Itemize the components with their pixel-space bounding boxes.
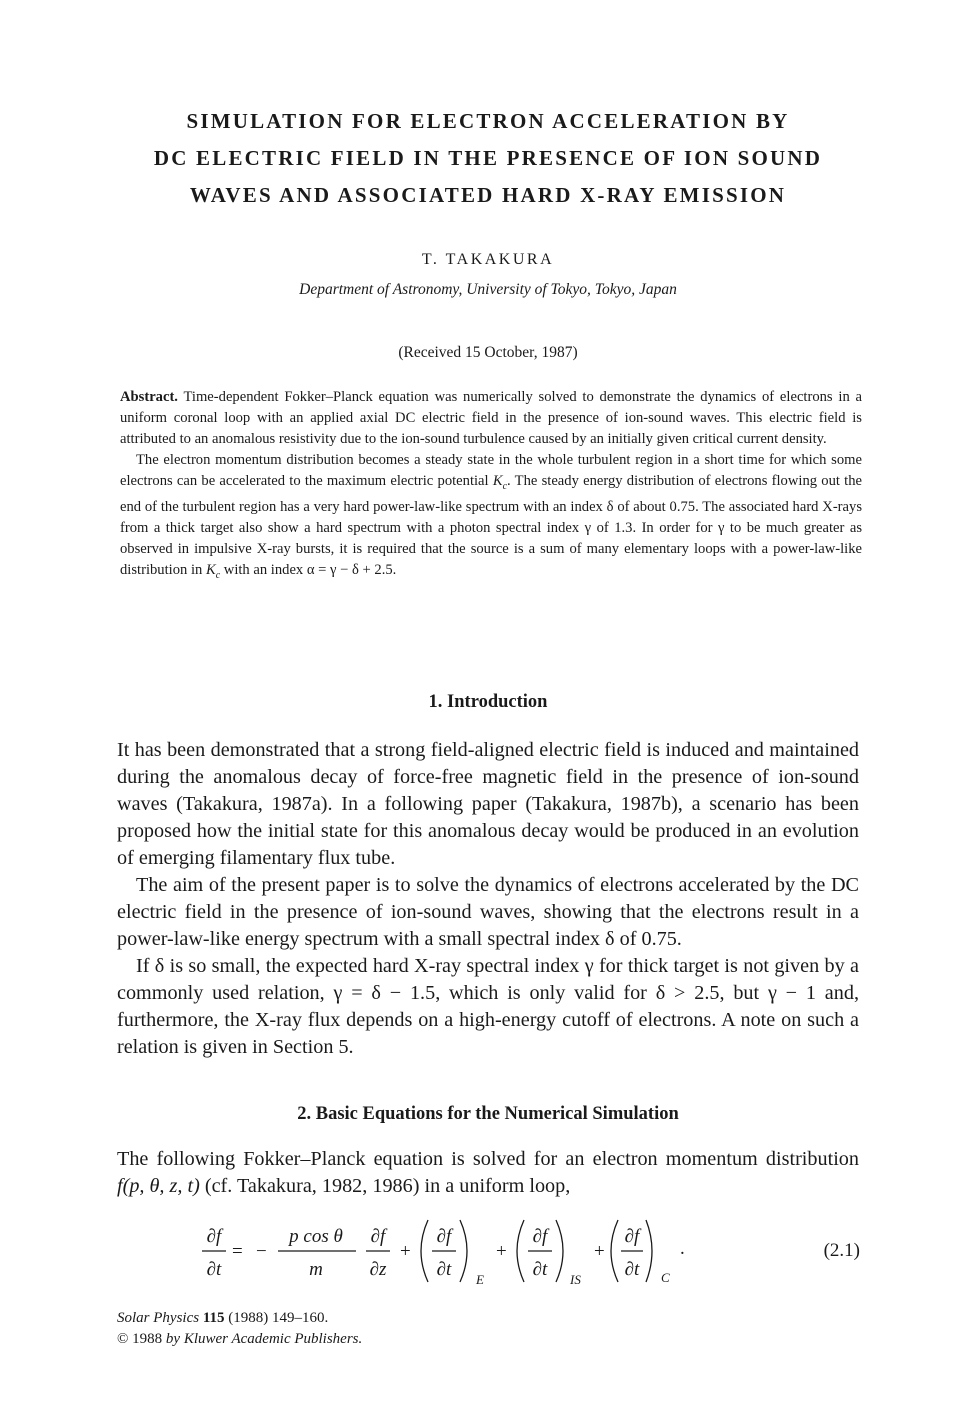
eq-denominator-dz: ∂z [369,1259,387,1280]
abstract-text-2c: with an index α = γ − δ + 2.5. [220,561,397,578]
affiliation: Department of Astronomy, University of Tokyo, Tokyo, Japan [299,281,677,298]
journal-year-pages: (1988) 149–160. [228,1310,329,1326]
abstract-text-2b: . The steady energy distribution of electrons flowing out the end of the turbulent region has a very hard power-law-like spectrum with an index δ of about 0.75. The associated hard X-rays from a thick target also show a hard spectrum with a photon spectral index γ of 1.3. In order for γ to be much greater as observed in impulsive X-ray bursts, it is required that the source is a sum of many elementary loops with a power-law-like distribution in [120,473,862,578]
abstract-text-2a: The electron momentum distribution becomes a steady state in the whole turbulent region in a short time for which some electrons can be accelerated to the maximum electric potential [120,452,862,489]
distribution-function: f(p, θ, z, t) [117,1175,200,1197]
eq-left-paren [421,1220,428,1282]
eq-subscript-is: IS [570,1272,581,1287]
eq-plus: + [496,1241,507,1262]
eq-numerator-df: ∂f [624,1226,640,1247]
title-line-1: SIMULATION FOR ELECTRON ACCELERATION BY [186,109,790,133]
author: T. TAKAKURA [421,251,555,268]
eq-numerator-df: ∂f [206,1226,222,1247]
eq-right-paren [556,1220,563,1282]
title-line-3: WAVES AND ASSOCIATED HARD X-RAY EMISSION [189,183,787,207]
section-heading-basic-equations: 2. Basic Equations for the Numerical Simulation [297,1104,679,1124]
kc-symbol: $K_c$ [205,561,221,581]
abstract-paragraph-1 [120,387,862,450]
journal-volume: 115 [202,1310,225,1326]
eq-plus: + [400,1241,411,1262]
eq-denominator-dt: ∂t [206,1259,222,1280]
basic-equations-body [117,1146,859,1200]
abstract-label: Abstract. [120,389,178,405]
abstract-paragraph-2 [120,450,862,586]
eq-subscript-c: C [661,1270,670,1285]
section-heading-introduction: 1. Introduction [428,692,548,712]
title-line-2: DC ELECTRIC FIELD IN THE PRESENCE OF ION SOUND [153,146,823,170]
kc-symbol: $K_c$ [492,473,508,492]
abstract [120,387,862,586]
intro-paragraph-3: If δ is so small, the expected hard X-ray spectral index γ for thick target is not given by a commonly used relation, γ = δ − 1.5, which is only valid for δ > 2.5, but γ − 1 and, furthermore, the X-ray flux depends on a high-energy cutoff of electrons. A note on such a relation is given in Section 5. [117,955,859,1058]
eq-coefficient-denominator: m [309,1259,323,1280]
equations-paragraph-1: The following Fokker–Planck equation is solved for an electron momentum distribution f(p, θ, z, t) (cf. Takakura, 1982, 1986) in a uniform loop, [117,1148,859,1197]
eq-minus: − [256,1241,267,1262]
publisher: by Kluwer Academic Publishers. [165,1331,363,1347]
eq-right-paren [460,1220,467,1282]
eq-subscript-e: E [476,1272,484,1287]
introduction-body [117,737,859,1061]
fokker-planck-equation [200,1212,660,1292]
copyright-notice: © 1988 by Kluwer Academic Publishers. [117,1331,363,1347]
eq-denominator-dt: ∂t [532,1259,548,1280]
eq-numerator-df: ∂f [370,1226,386,1247]
journal-citation [117,1308,362,1350]
journal-name: Solar Physics [117,1310,200,1326]
paper-title [0,103,976,214]
intro-paragraph-1: It has been demonstrated that a strong field-aligned electric field is induced and maintained during the anomalous decay of force-free magnetic field in the presence of ion-sound waves (Takakura, 1987a). In a following paper (Takakura, 1987b), a scenario has been proposed how the initial state for this anomalous decay would be produced in an evolution of emerging filamentary flux tube. [117,739,859,869]
intro-paragraph-2: The aim of the present paper is to solve the dynamics of electrons accelerated by the DC electric field in the presence of ion-sound waves, showing that the electrons result in a power-law-like energy spectrum with a small spectral index δ of 0.75. [117,874,859,950]
eq-left-paren [517,1220,524,1282]
eq-left-paren [611,1220,618,1282]
eq-coefficient-numerator: p cos θ [289,1226,343,1247]
eq-plus: + [594,1241,605,1262]
equation-number: (2.1) [823,1240,860,1261]
eq-period: . [680,1238,685,1259]
eq-equals: = [232,1241,243,1262]
abstract-text-1: Time-dependent Fokker–Planck equation was numerically solved to demonstrate the dynamics of electrons in a uniform coronal loop with an applied axial DC electric field in the presence of ion-sound waves. This electric field is attributed to an anomalous resistivity due to the ion-sound turbulence caused by an initially given critical current density. [120,389,863,447]
eq-denominator-dt: ∂t [436,1259,452,1280]
received-date: (Received 15 October, 1987) [398,344,578,361]
eq-numerator-df: ∂f [436,1226,452,1247]
eq-right-paren [646,1220,652,1282]
eq-numerator-df: ∂f [532,1226,548,1247]
eq-denominator-dt: ∂t [624,1259,640,1280]
journal-reference [117,1308,362,1329]
